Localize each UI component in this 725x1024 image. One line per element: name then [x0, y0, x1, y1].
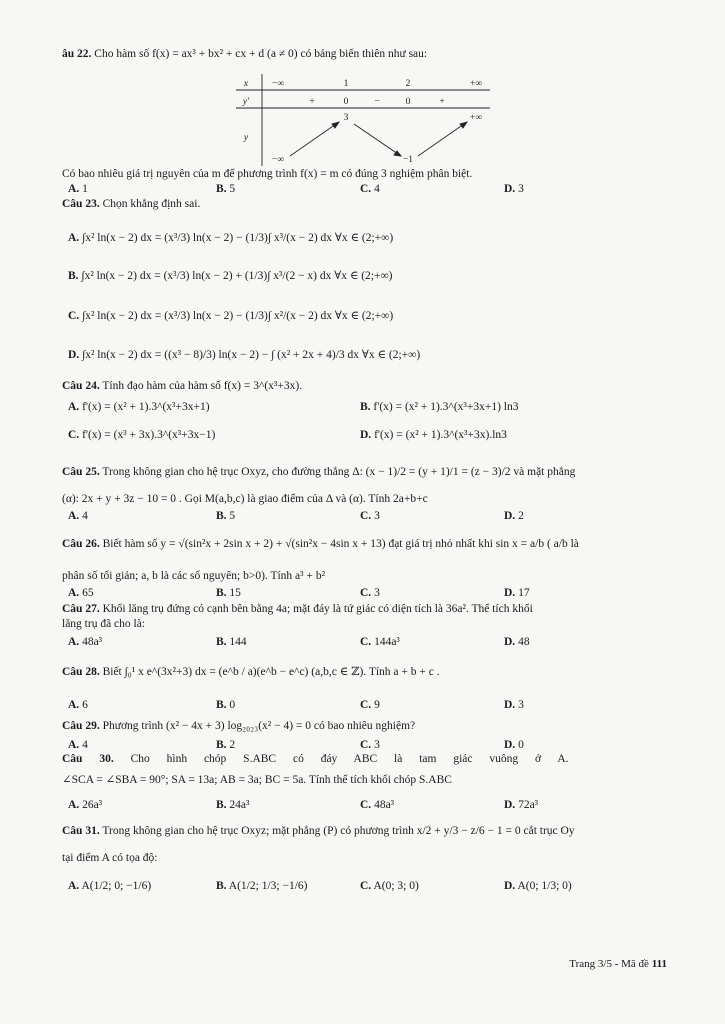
- q27-line-1: [62, 603, 533, 617]
- arrow-head-up-1: [332, 122, 339, 128]
- y-val-plus-inf: +∞: [469, 113, 483, 123]
- q30-text-1: Cho hình chóp S.ABC có đáy ABC là tam giác vuông ở A.: [130, 753, 569, 765]
- q23-choice-b[interactable]: B. ∫x² ln(x − 2) dx = (x³/3) ln(x − 2) + (1/3)∫ x³/(2 − x) dx ∀x ∈ (2;+∞): [68, 270, 393, 282]
- q27-choice-d[interactable]: D. 48: [504, 636, 530, 648]
- q30-choice-b[interactable]: B. 24a³: [216, 799, 250, 811]
- x-val-1: 1: [343, 79, 349, 89]
- y-val-minus-inf: −∞: [271, 155, 285, 165]
- q26-head: Câu 26.: [62, 538, 100, 550]
- q30-line-1: [62, 753, 569, 767]
- arrow-down: [354, 124, 398, 154]
- q22-choice-c[interactable]: C. 4: [360, 183, 380, 195]
- q23-choice-a[interactable]: A. ∫x² ln(x − 2) dx = (x³/3) ln(x − 2) − (1/3)∫ x³/(x − 2) dx ∀x ∈ (2;+∞): [68, 232, 394, 244]
- q30-head: Câu 30.: [62, 753, 114, 765]
- q31-line-1: [62, 825, 575, 839]
- q25-choice-b[interactable]: B. 5: [216, 510, 236, 522]
- x-val-3: +∞: [469, 79, 483, 89]
- yp-label: y': [242, 97, 250, 107]
- q28-choice-d[interactable]: D. 3: [504, 699, 524, 711]
- q28-head: Câu 28.: [62, 666, 100, 678]
- q22-choice-d[interactable]: D. 3: [504, 183, 524, 195]
- y-label: y: [243, 133, 249, 143]
- q22-choice-b[interactable]: B. 5: [216, 183, 236, 195]
- q25-line-1: [62, 466, 575, 480]
- q29-head: Câu 29.: [62, 720, 100, 732]
- q31-choice-d[interactable]: D. A(0; 1/3; 0): [504, 880, 572, 892]
- q31-choice-a[interactable]: A. A(1/2; 0; −1/6): [68, 880, 152, 892]
- yp-sign-0: +: [309, 97, 315, 107]
- q26-choice-a[interactable]: A. 65: [68, 587, 94, 599]
- q26-choice-b[interactable]: B. 15: [216, 587, 241, 599]
- q29-choice-a[interactable]: A. 4: [68, 739, 88, 751]
- q27-head: Câu 27.: [62, 603, 100, 615]
- q24-choice-c[interactable]: C. f'(x) = (x³ + 3x).3^(x³+3x−1): [68, 429, 216, 441]
- y-val-max: 3: [343, 113, 349, 123]
- yp-sign-3: 0: [405, 97, 411, 107]
- q27-text-1: Khối lăng trụ đứng có cạnh bên bằng 4a; mặt đáy là tứ giác có diện tích là 36a². Thể tích khối: [102, 603, 533, 615]
- q27-line-2: lăng trụ đã cho là:: [62, 618, 146, 630]
- variation-table: [236, 74, 490, 166]
- footer-code: 111: [651, 958, 667, 970]
- q29-line: [62, 720, 415, 734]
- q25-choice-a[interactable]: A. 4: [68, 510, 88, 522]
- q25-text-1: Trong không gian cho hệ trục Oxyz, cho đường thẳng Δ: (x − 1)/2 = (y + 1)/1 = (z − 3)/2 và mặt phẳng: [102, 466, 576, 478]
- q23-line: [62, 198, 200, 212]
- arrow-up-2: [418, 124, 464, 156]
- q30-choice-c[interactable]: C. 48a³: [360, 799, 395, 811]
- y-val-min: −1: [402, 155, 414, 165]
- q28-choice-b[interactable]: B. 0: [216, 699, 236, 711]
- q26-choice-c[interactable]: C. 3: [360, 587, 380, 599]
- q24-choice-b[interactable]: B. f'(x) = (x² + 1).3^(x³+3x+1) ln3: [360, 401, 519, 413]
- page-footer: [569, 958, 667, 971]
- q31-choice-c[interactable]: C. A(0; 3; 0): [360, 880, 419, 892]
- q25-line-2: (α): 2x + y + 3z − 10 = 0 . Gọi M(a,b,c) là giao điểm của Δ và (α). Tính 2a+b+c: [62, 493, 428, 505]
- q22-choice-a[interactable]: A. 1: [68, 183, 88, 195]
- q27-choice-b[interactable]: B. 144: [216, 636, 247, 648]
- q26-line-2: phân số tối giản; a, b là các số nguyên; b>0). Tính a³ + b²: [62, 570, 326, 582]
- q28-text: Biết ∫₀¹ x e^(3x²+3) dx = (e^b / a)(e^b − e^c) (a,b,c ∈ ℤ). Tính a + b + c .: [102, 666, 440, 678]
- arrow-up-1: [290, 124, 336, 156]
- q28-line: [62, 666, 440, 680]
- q22-line: [62, 48, 427, 62]
- arrow-head-up-2: [460, 122, 467, 128]
- q29-choice-b[interactable]: B. 2: [216, 739, 236, 751]
- q29-choice-d[interactable]: D. 0: [504, 739, 524, 751]
- q22-text: Cho hàm số f(x) = ax³ + bx² + cx + d (a ≠ 0) có bảng biến thiên như sau:: [94, 48, 428, 60]
- x-val-0: −∞: [271, 79, 285, 89]
- q24-head: Câu 24.: [62, 380, 100, 392]
- q25-choice-c[interactable]: C. 3: [360, 510, 380, 522]
- q24-line: [62, 380, 302, 394]
- q30-line-2: ∠SCA = ∠SBA = 90°; SA = 13a; AB = 3a; BC = 5a. Tính thể tích khối chóp S.ABC: [62, 774, 452, 786]
- q22-head: âu 22.: [62, 48, 92, 60]
- q31-line-2: tại điểm A có tọa độ:: [62, 852, 158, 864]
- yp-sign-2: −: [374, 97, 380, 107]
- q24-choice-d[interactable]: D. f'(x) = (x² + 1).3^(x³+3x).ln3: [360, 429, 507, 441]
- q23-text: Chọn khẳng định sai.: [102, 198, 201, 210]
- yp-sign-4: +: [439, 97, 445, 107]
- q26-line-1: [62, 538, 579, 552]
- q31-head: Câu 31.: [62, 825, 100, 837]
- q25-choice-d[interactable]: D. 2: [504, 510, 524, 522]
- q25-head: Câu 25.: [62, 466, 100, 478]
- q24-choice-a[interactable]: A. f'(x) = (x² + 1).3^(x³+3x+1): [68, 401, 210, 413]
- q31-choice-b[interactable]: B. A(1/2; 1/3; −1/6): [216, 880, 308, 892]
- q28-choice-a[interactable]: A. 6: [68, 699, 88, 711]
- q27-choice-a[interactable]: A. 48a³: [68, 636, 103, 648]
- q31-text-1: Trong không gian cho hệ trục Oxyz; mặt phẳng (P) có phương trình x/2 + y/3 − z/6 − 1 = 0 cắt trục Oy: [102, 825, 575, 837]
- x-label: x: [243, 79, 249, 89]
- q23-head: Câu 23.: [62, 198, 100, 210]
- q29-choice-c[interactable]: C. 3: [360, 739, 380, 751]
- q26-choice-d[interactable]: D. 17: [504, 587, 530, 599]
- q23-choice-d[interactable]: D. ∫x² ln(x − 2) dx = ((x³ − 8)/3) ln(x − 2) − ∫ (x² + 2x + 4)/3 dx ∀x ∈ (2;+∞): [68, 349, 421, 361]
- footer-page: Trang 3/5 - Mã đề: [569, 958, 652, 970]
- yp-sign-1: 0: [343, 97, 349, 107]
- q22-question: Có bao nhiêu giá trị nguyên của m để phương trình f(x) = m có đúng 3 nghiệm phân biệt.: [62, 168, 473, 180]
- q29-text: Phương trình (x² − 4x + 3) log₂₀₂₃(x² − 4) = 0 có bao nhiêu nghiệm?: [102, 720, 416, 732]
- q26-text-1: Biết hàm số y = √(sin²x + 2sin x + 2) + √(sin²x − 4sin x + 13) đạt giá trị nhỏ nhất khi sin x = a/b ( a/b là: [102, 538, 579, 550]
- q27-choice-c[interactable]: C. 144a³: [360, 636, 400, 648]
- x-val-2: 2: [405, 79, 411, 89]
- q24-text: Tính đạo hàm của hàm số f(x) = 3^(x³+3x).: [102, 380, 303, 392]
- q23-choice-c[interactable]: C. ∫x² ln(x − 2) dx = (x³/3) ln(x − 2) − (1/3)∫ x²/(x − 2) dx ∀x ∈ (2;+∞): [68, 310, 394, 322]
- q28-choice-c[interactable]: C. 9: [360, 699, 380, 711]
- q30-choice-a[interactable]: A. 26a³: [68, 799, 103, 811]
- q30-choice-d[interactable]: D. 72a³: [504, 799, 539, 811]
